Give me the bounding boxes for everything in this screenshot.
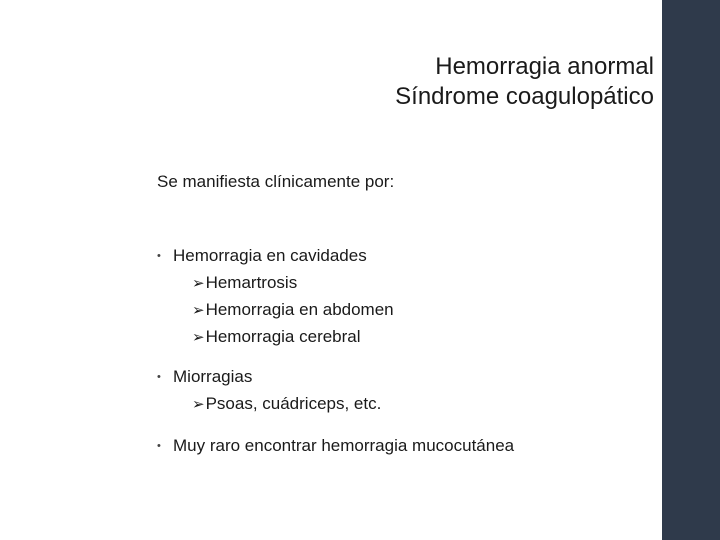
side-accent-panel [662, 0, 720, 540]
right-arrowhead-icon: ➢ [192, 329, 205, 346]
bullet-item [157, 434, 647, 458]
bullet-item [157, 365, 647, 418]
bullet-item [157, 244, 647, 351]
sub-item-text: Hemorragia en abdomen [205, 300, 394, 319]
intro-text: Se manifiesta clínicamente por: [157, 172, 395, 191]
sub-item [192, 324, 647, 351]
bullet-dot-icon: • [157, 440, 161, 452]
slide-title [395, 52, 654, 112]
right-arrowhead-icon: ➢ [192, 275, 205, 292]
sub-item-text: Hemartrosis [205, 273, 298, 292]
bullet-dot-icon: • [157, 371, 161, 383]
title-line-2: Síndrome coagulopático [395, 83, 654, 110]
sub-item [192, 297, 647, 324]
bullet-text: Miorragias [173, 367, 253, 386]
bullet-dot-icon: • [157, 250, 161, 262]
bullet-list [157, 244, 647, 458]
title-line-1: Hemorragia anormal [435, 53, 654, 80]
sub-item-text: Hemorragia cerebral [205, 327, 361, 346]
bullet-text: Muy raro encontrar hemorragia mucocutánea [173, 436, 515, 455]
sub-item-text: Psoas, cuádriceps, etc. [205, 394, 382, 413]
bullet-text: Hemorragia en cavidades [173, 246, 367, 265]
slide-body [157, 170, 647, 458]
sub-list [173, 391, 647, 418]
sub-item [192, 270, 647, 297]
sub-list [173, 270, 647, 351]
right-arrowhead-icon: ➢ [192, 302, 205, 319]
right-arrowhead-icon: ➢ [192, 396, 205, 413]
sub-item [192, 391, 647, 418]
